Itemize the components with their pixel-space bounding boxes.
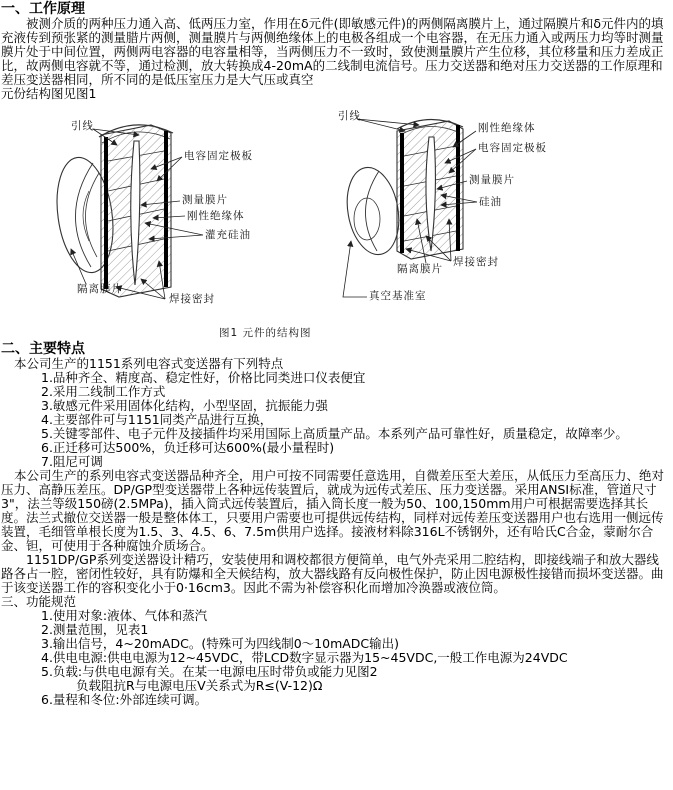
figure1-caption: 图1 元件的结构图 xyxy=(219,327,312,339)
features-intro: 本公司生产的1151系列电容式变送器有下列特点 xyxy=(14,356,284,371)
right-label-rigid-insulator: 刚性绝缘体 xyxy=(478,122,536,134)
spec-item-2: 2.测量范围，见表1 xyxy=(41,622,149,637)
feature-item-1: 1.品种齐全、精度高、稳定性好，价格比同类进口仪表便宜 xyxy=(41,370,366,385)
figure-reference-text: 元份结构图见图1 xyxy=(1,86,97,101)
left-label-isolating-diaphragm: 隔离膜片 xyxy=(77,283,123,295)
spec-item-5: 5.负载:与供电电源有关。在某一电源电压时带负或能力见图2 xyxy=(41,664,378,679)
spec-item-6: 6.量程和冬位:外部连续可调。 xyxy=(41,692,208,707)
left-label-fixed-plate: 电容固定极板 xyxy=(184,150,253,162)
spec-item-3: 3.输出信号，4~20mADC。(特殊可为四线制0～10mADC输出) xyxy=(41,636,400,651)
sensor-element-diagram xyxy=(1,101,667,341)
features-paragraph-2: 1151DP/GP系列变送器设计精巧，安装使用和调校都很方便简单，电气外壳采用二腔结构，即接线端子和放大器线路各占一腔，密闭性较好，具有防爆和全天候结构，放大器线路有反向极性保护，防止因电源极性接错而损坏变送器。曲于该变送器工作的容积变化小于0·16cm3。因此不需为补偿容积化而增加冷涣器或液位筒。 xyxy=(1,552,664,595)
feature-item-6: 6.正迁移可达500%，负迁移可达600%(最小量程时) xyxy=(41,440,335,455)
left-label-lead-wire: 引线 xyxy=(71,120,94,132)
right-label-measuring-diaphragm: 测量膜片 xyxy=(469,174,515,186)
feature-item-4: 4.主要部件可与1151同类产品进行互换， xyxy=(41,412,273,427)
section-heading-features: 二、主要特点 xyxy=(1,341,85,357)
spec-item-5-formula: 负载阻抗R与电源电压V关系式为R≤(V-12)Ω xyxy=(76,678,323,693)
right-element-drawing xyxy=(341,119,463,259)
spec-item-4: 4.供电电源:供电电源为12~45VDC，带LCD数字显示器为15~45VDC,一般工作电源为24VDC xyxy=(41,650,568,665)
figure1-structure-diagram xyxy=(1,101,667,341)
section-heading-specs: 三、功能规范 xyxy=(1,594,77,609)
left-label-silicone-oil-fill: 灌充硅油 xyxy=(205,229,251,241)
feature-item-3: 3.敏感元件采用固体化结构，小型坚固，抗振能力强 xyxy=(41,398,328,413)
section-heading-principle: 一、工作原理 xyxy=(1,1,85,17)
left-label-weld-seal: 焊接密封 xyxy=(169,293,215,305)
right-label-weld-seal: 焊接密封 xyxy=(453,256,499,268)
right-label-fixed-plate: 电容固定极板 xyxy=(478,142,547,154)
feature-item-2: 2.采用二线制工作方式 xyxy=(41,384,166,399)
right-label-silicone-oil: 硅油 xyxy=(479,196,502,208)
left-element-drawing xyxy=(50,125,173,297)
right-label-vacuum-reference-chamber: 真空基准室 xyxy=(369,290,427,302)
left-label-rigid-insulator: 刚性绝缘体 xyxy=(187,210,245,222)
feature-item-5: 5.关键零部件、电子元件及接插件均采用国际上高质量产品。本系列产品可靠性好，质量稳定，故障率少。 xyxy=(41,426,628,441)
right-label-lead-wire: 引线 xyxy=(338,110,361,122)
principle-body-text: 被测介质的两种压力通入高、低两压力室，作用在δ元件(即敏感元件)的两侧隔离膜片上，通过隔膜片和δ元件内的填充液传到预张紧的测量腊片两侧，测量膜片与两侧绝缘体上的电极各组成一个电容器，在无压力通入或两压力均等时测量膜片处于中间位置，两侧两电容器的电容量相等，当两侧压力不一致时，致使测量膜片产生位移，其位移量和压力差成正比，故两侧电容就不等，通过检测，放大转换成4-20mA的二线制电流信号。压力交送器和绝对压力交送器的工作原理和差压变送器相同，所不同的是低压室压力是大气压或真空 xyxy=(1,16,664,87)
features-paragraph-1: 本公司生产的系列电容式变送器品种齐全，用户可按不同需要任意选用，自微差压至大差压，从低压力至高压力、绝对压力、高静压差压。DP/GP型变送器带上各种远传装置后，就成为远传式差压、压力变送器。采用ANSI标准，管道尺寸3"，法兰等级150磅(2.5MPa)，插入筒式远传装置后，插入筒长度一般为50、100,150mm用户可根据需要选择其长度。法兰式撤位交送器一般是整体体工，只要用户需要也可提供远传结构，同样对远传差压变送器用户也右选用一侧远传装置，毛细管单根长度为1.5、3、4.5、6、7.5m供用户选择。接液材料除316L不锈钢外，还有哈氏C合金，蒙耐尔合金、钽，可使用于各种腐蚀介质场合。 xyxy=(1,468,665,553)
left-label-measuring-diaphragm: 测量膜片 xyxy=(182,194,228,206)
right-label-isolating-diaphragm: 隔离膜片 xyxy=(397,263,443,275)
spec-item-1: 1.使用对象:液体、气体和蒸汽 xyxy=(41,608,208,623)
feature-item-7: 7.阻尼可调 xyxy=(41,454,103,469)
